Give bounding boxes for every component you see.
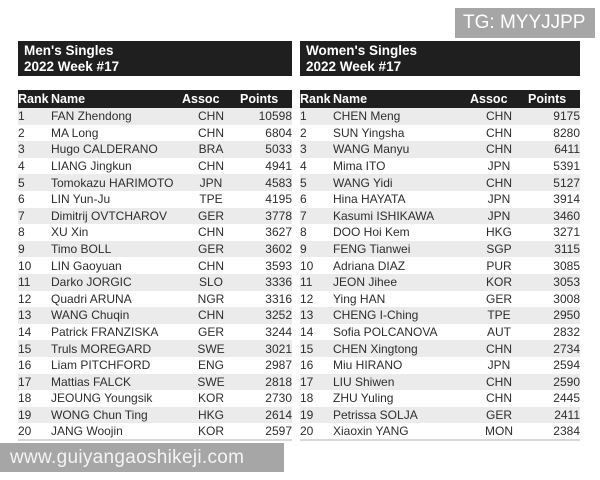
name-cell: Dimitrij OVTCHAROV xyxy=(51,208,167,223)
points-cell: 5127 xyxy=(553,175,580,190)
table-row xyxy=(300,125,580,142)
points-cell: 3593 xyxy=(265,258,292,273)
rank-cell: 10 xyxy=(300,258,314,273)
rank-cell: 18 xyxy=(18,391,32,406)
points-cell: 2590 xyxy=(553,374,580,389)
points-cell: 3914 xyxy=(553,192,580,207)
rank-cell: 17 xyxy=(300,374,314,389)
points-cell: 3244 xyxy=(265,325,292,340)
table-row xyxy=(300,274,580,291)
assoc-cell: TPE xyxy=(199,192,223,207)
assoc-column-header: Assoc xyxy=(470,92,508,106)
rank-cell: 6 xyxy=(300,192,307,207)
name-cell: JANG Woojin xyxy=(51,423,182,440)
points-cell: 2384 xyxy=(528,423,580,440)
table-row xyxy=(300,158,580,175)
rank-cell: 4 xyxy=(300,159,307,174)
rank-cell: 13 xyxy=(18,308,32,323)
table-header-row xyxy=(300,90,580,108)
name-cell: CHENG I-Ching xyxy=(333,308,419,323)
table-row xyxy=(18,191,292,208)
points-cell: 2734 xyxy=(553,341,580,356)
table-row xyxy=(300,423,580,440)
points-cell: 2614 xyxy=(265,407,292,422)
name-cell: Mima ITO xyxy=(333,159,386,174)
table-row xyxy=(18,241,292,258)
table-row xyxy=(300,191,580,208)
mens-singles-title xyxy=(18,41,292,76)
name-cell: FAN Zhendong xyxy=(51,109,132,124)
assoc-cell: GER xyxy=(197,208,224,223)
name-cell: Petrissa SOLJA xyxy=(333,407,418,422)
name-cell: Tomokazu HARIMOTO xyxy=(51,175,174,190)
assoc-cell: CHN xyxy=(198,109,224,124)
rank-cell: 6 xyxy=(18,192,25,207)
table-row xyxy=(18,407,292,424)
assoc-cell: CHN xyxy=(486,109,512,124)
name-cell: WANG Manyu xyxy=(333,142,410,157)
table-row xyxy=(18,125,292,142)
name-cell: CHEN Meng xyxy=(333,109,401,124)
rank-cell: 7 xyxy=(300,208,307,223)
rank-cell: 10 xyxy=(18,258,32,273)
assoc-cell: HKG xyxy=(485,225,512,240)
rank-cell: 16 xyxy=(300,358,314,373)
points-cell: 3271 xyxy=(553,225,580,240)
points-cell: 3085 xyxy=(553,258,580,273)
points-column-header: Points xyxy=(240,92,279,106)
rank-column-header: Rank xyxy=(300,92,331,106)
table-row xyxy=(300,257,580,274)
website-watermark: www.guiyangaoshikeji.com xyxy=(0,443,284,472)
name-cell: Quadri ARUNA xyxy=(51,291,132,306)
points-cell: 3627 xyxy=(265,225,292,240)
name-cell: Ying HAN xyxy=(333,291,386,306)
table-row xyxy=(18,257,292,274)
assoc-cell: CHN xyxy=(486,175,512,190)
points-cell: 2832 xyxy=(553,325,580,340)
table-row xyxy=(300,174,580,191)
table-row xyxy=(300,374,580,391)
table-row xyxy=(18,174,292,191)
points-cell: 2594 xyxy=(553,358,580,373)
name-cell: Miu HIRANO xyxy=(333,358,403,373)
points-column-header: Points xyxy=(528,92,567,106)
name-cell: Timo BOLL xyxy=(51,242,112,257)
points-cell: 6804 xyxy=(265,125,292,140)
assoc-cell: SGP xyxy=(486,242,512,257)
name-cell: Darko JORGIC xyxy=(51,275,132,290)
rank-cell: 3 xyxy=(18,142,25,157)
womens-ranking-table xyxy=(300,90,580,441)
rank-cell: 8 xyxy=(18,225,25,240)
points-cell: 3778 xyxy=(265,208,292,223)
rank-cell: 3 xyxy=(300,142,307,157)
assoc-cell: CHN xyxy=(198,225,224,240)
name-cell: Hina HAYATA xyxy=(333,192,406,207)
telegram-watermark: TG: MYYJJPP xyxy=(455,8,595,38)
name-cell: MA Long xyxy=(51,125,99,140)
points-cell: 2445 xyxy=(553,391,580,406)
points-cell: 3021 xyxy=(265,341,292,356)
assoc-cell: GER xyxy=(197,242,224,257)
table-header-row xyxy=(18,90,292,108)
assoc-cell: CHN xyxy=(486,125,512,140)
points-cell: 2818 xyxy=(265,374,292,389)
table-row xyxy=(300,324,580,341)
table-row xyxy=(300,241,580,258)
assoc-column-header: Assoc xyxy=(182,92,220,106)
assoc-cell: JPN xyxy=(487,159,511,174)
title-line-2: 2022 Week #17 xyxy=(306,58,402,74)
assoc-cell: NGR xyxy=(197,291,225,306)
name-cell: LIANG Jingkun xyxy=(51,159,132,174)
assoc-cell: CHN xyxy=(486,142,512,157)
name-cell: JEON Jihee xyxy=(333,275,398,290)
title-line-2: 2022 Week #17 xyxy=(24,58,120,74)
rank-cell: 20 xyxy=(300,423,333,440)
name-cell: XU Xin xyxy=(51,225,89,240)
name-cell: SUN Yingsha xyxy=(333,125,405,140)
rank-cell: 15 xyxy=(18,341,32,356)
rank-cell: 1 xyxy=(300,109,307,124)
table-row xyxy=(18,340,292,357)
assoc-cell: SWE xyxy=(197,374,225,389)
assoc-cell: SLO xyxy=(198,275,223,290)
points-cell: 5391 xyxy=(553,159,580,174)
rank-cell: 16 xyxy=(18,358,32,373)
table-row xyxy=(18,224,292,241)
table-row xyxy=(18,423,292,440)
name-cell: JEOUNG Youngsik xyxy=(51,391,153,406)
name-cell: Xiaoxin YANG xyxy=(333,423,470,440)
assoc-cell: MON xyxy=(470,423,528,440)
assoc-cell: CHN xyxy=(486,341,512,356)
table-row xyxy=(300,340,580,357)
assoc-cell: KOR xyxy=(182,423,240,440)
name-cell: LIU Shiwen xyxy=(333,374,395,389)
rank-cell: 19 xyxy=(18,407,32,422)
name-cell: Mattias FALCK xyxy=(51,374,132,389)
assoc-cell: JPN xyxy=(487,208,511,223)
rank-cell: 9 xyxy=(18,242,25,257)
rank-cell: 1 xyxy=(18,109,25,124)
assoc-cell: AUT xyxy=(487,325,511,340)
rank-cell: 18 xyxy=(300,391,314,406)
table-row xyxy=(18,274,292,291)
points-cell: 3115 xyxy=(554,242,580,257)
table-row xyxy=(18,390,292,407)
rank-cell: 2 xyxy=(300,125,307,140)
points-cell: 5033 xyxy=(265,142,292,157)
table-row xyxy=(18,141,292,158)
points-cell: 3336 xyxy=(265,275,292,290)
points-cell: 2730 xyxy=(265,391,292,406)
assoc-cell: GER xyxy=(485,291,512,306)
points-cell: 2597 xyxy=(240,423,292,440)
table-row xyxy=(300,224,580,241)
table-row xyxy=(300,208,580,225)
name-cell: DOO Hoi Kem xyxy=(333,225,410,240)
assoc-cell: JPN xyxy=(487,358,511,373)
points-cell: 2950 xyxy=(553,308,580,323)
points-cell: 4941 xyxy=(265,159,292,174)
name-cell: Truls MOREGARD xyxy=(51,341,152,356)
womens-singles-panel xyxy=(300,41,580,441)
assoc-cell: ENG xyxy=(197,358,224,373)
table-row xyxy=(300,108,580,125)
points-cell: 3602 xyxy=(265,242,292,257)
rank-cell: 4 xyxy=(18,159,25,174)
name-cell: LIN Yun-Ju xyxy=(51,192,111,207)
name-column-header: Name xyxy=(333,92,368,106)
table-row xyxy=(300,307,580,324)
assoc-cell: TPE xyxy=(487,308,511,323)
assoc-cell: CHN xyxy=(486,374,512,389)
name-cell: Liam PITCHFORD xyxy=(51,358,151,373)
mens-singles-panel xyxy=(18,41,292,441)
assoc-cell: JPN xyxy=(199,175,223,190)
rank-cell: 5 xyxy=(300,175,307,190)
title-line-1: Women's Singles xyxy=(306,43,417,58)
table-row xyxy=(18,158,292,175)
points-cell: 2987 xyxy=(265,358,292,373)
name-cell: ZHU Yuling xyxy=(333,391,394,406)
name-cell: Sofia POLCANOVA xyxy=(333,325,438,340)
assoc-cell: CHN xyxy=(198,308,224,323)
title-line-1: Men's Singles xyxy=(24,43,114,58)
name-cell: LIN Gaoyuan xyxy=(51,258,122,273)
assoc-cell: CHN xyxy=(198,258,224,273)
assoc-cell: SWE xyxy=(197,341,225,356)
rank-cell: 14 xyxy=(300,325,314,340)
assoc-cell: GER xyxy=(485,407,512,422)
name-cell: FENG Tianwei xyxy=(333,242,411,257)
rank-cell: 12 xyxy=(300,291,314,306)
rank-cell: 11 xyxy=(300,275,313,290)
assoc-cell: CHN xyxy=(198,159,224,174)
rank-cell: 8 xyxy=(300,225,307,240)
name-cell: WANG Yidi xyxy=(333,175,393,190)
table-row xyxy=(18,357,292,374)
table-row xyxy=(300,357,580,374)
table-row xyxy=(18,324,292,341)
table-row xyxy=(18,374,292,391)
points-cell: 9175 xyxy=(553,109,580,124)
assoc-cell: KOR xyxy=(485,275,512,290)
assoc-cell: KOR xyxy=(197,391,224,406)
table-row xyxy=(300,141,580,158)
table-row xyxy=(300,407,580,424)
points-cell: 6411 xyxy=(554,142,580,157)
rank-column-header: Rank xyxy=(18,92,49,106)
rank-cell: 9 xyxy=(300,242,307,257)
rank-cell: 7 xyxy=(18,208,25,223)
rank-cell: 14 xyxy=(18,325,32,340)
points-cell: 4195 xyxy=(265,192,292,207)
points-cell: 8280 xyxy=(553,125,580,140)
points-cell: 3053 xyxy=(553,275,580,290)
name-cell: WANG Chuqin xyxy=(51,308,130,323)
rank-cell: 2 xyxy=(18,125,25,140)
rank-cell: 12 xyxy=(18,291,32,306)
points-cell: 3460 xyxy=(553,208,580,223)
table-row xyxy=(18,307,292,324)
assoc-cell: GER xyxy=(197,325,224,340)
points-cell: 3252 xyxy=(265,308,292,323)
name-cell: WONG Chun Ting xyxy=(51,407,148,422)
assoc-cell: CHN xyxy=(198,125,224,140)
rank-cell: 11 xyxy=(18,275,31,290)
rank-cell: 13 xyxy=(300,308,314,323)
points-cell: 4583 xyxy=(265,175,292,190)
name-cell: Hugo CALDERANO xyxy=(51,142,158,157)
name-cell: CHEN Xingtong xyxy=(333,341,418,356)
table-row xyxy=(18,208,292,225)
name-cell: Patrick FRANZISKA xyxy=(51,325,159,340)
mens-ranking-table xyxy=(18,90,292,441)
table-row xyxy=(18,108,292,125)
name-column-header: Name xyxy=(51,92,86,106)
rank-cell: 17 xyxy=(18,374,32,389)
assoc-cell: HKG xyxy=(197,407,224,422)
womens-singles-title xyxy=(300,41,580,76)
assoc-cell: BRA xyxy=(198,142,224,157)
points-cell: 2411 xyxy=(554,407,580,422)
points-cell: 3316 xyxy=(265,291,292,306)
rank-cell: 20 xyxy=(18,423,51,440)
assoc-cell: JPN xyxy=(487,192,511,207)
points-cell: 10598 xyxy=(258,109,292,124)
rank-cell: 5 xyxy=(18,175,25,190)
points-cell: 3008 xyxy=(553,291,580,306)
name-cell: Adriana DIAZ xyxy=(333,258,406,273)
name-cell: Kasumi ISHIKAWA xyxy=(333,208,435,223)
table-row xyxy=(18,291,292,308)
rank-cell: 15 xyxy=(300,341,314,356)
table-row xyxy=(300,291,580,308)
assoc-cell: PUR xyxy=(486,258,512,273)
rank-cell: 19 xyxy=(300,407,314,422)
assoc-cell: CHN xyxy=(486,391,512,406)
table-row xyxy=(300,390,580,407)
